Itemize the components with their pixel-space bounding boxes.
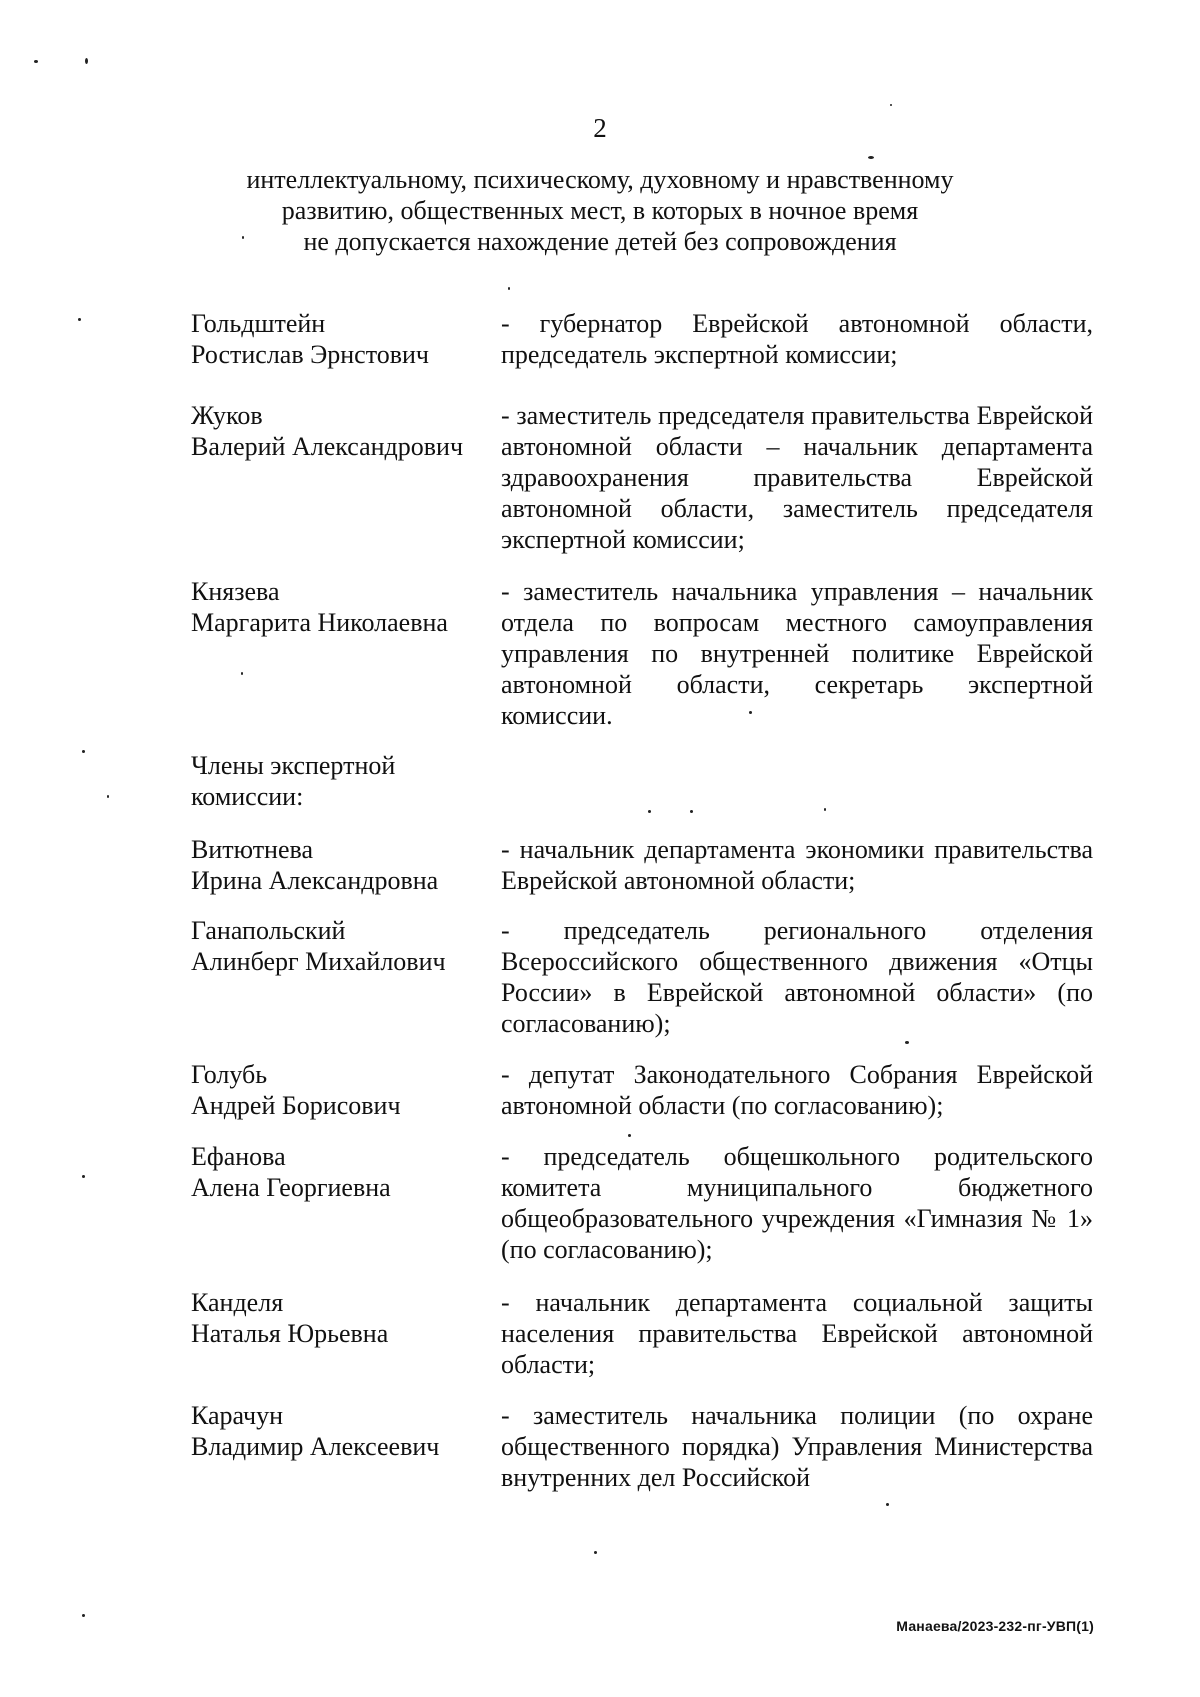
- member-role: - председатель общешкольного родительского комитета муниципального бюджетного общеобразовательного учреждения «Гимназия № 1» (по согласованию);: [501, 1142, 1093, 1264]
- member-role: - губернатор Еврейской автономной области, председатель экспертной комиссии;: [501, 309, 1093, 369]
- member-given-names: Алена Георгиевна: [191, 1173, 391, 1202]
- member-role: - начальник департамента экономики правительства Еврейской автономной области;: [501, 835, 1093, 895]
- document-code: Манаева/2023-232-пг-УВП(1): [896, 1618, 1094, 1634]
- heading-line-2: развитию, общественных мест, в которых в ночное время: [281, 196, 919, 225]
- member-surname: Карачун: [191, 1401, 284, 1430]
- member-given-names: Валерий Александрович: [191, 432, 464, 461]
- member-surname: Витютнева: [191, 835, 313, 864]
- member-surname: Князева: [191, 577, 280, 606]
- members-section-label: [191, 750, 491, 812]
- member-surname: Голубь: [191, 1060, 268, 1089]
- member-name: [191, 400, 481, 462]
- member-name: [191, 1287, 481, 1349]
- members-label-line-2: комиссии:: [191, 782, 304, 811]
- member-name: [191, 1059, 481, 1121]
- member-given-names: Ростислав Эрнстович: [191, 340, 430, 369]
- member-name: [191, 1141, 481, 1203]
- members-label-line-1: Члены экспертной: [191, 751, 396, 780]
- member-role: - заместитель начальника полиции (по охране общественного порядка) Управления Министерства внутренних дел Российской: [501, 1401, 1093, 1492]
- member-given-names: Алинберг Михайлович: [191, 947, 446, 976]
- member-name: [191, 1400, 481, 1462]
- member-role: - начальник департамента социальной защиты населения правительства Еврейской автономной области;: [501, 1288, 1093, 1379]
- member-given-names: Андрей Борисович: [191, 1091, 401, 1120]
- member-surname: Ефанова: [191, 1142, 286, 1171]
- member-given-names: Маргарита Николаевна: [191, 608, 448, 637]
- heading-line-1: интеллектуальному, психическому, духовному и нравственному: [246, 165, 954, 194]
- member-given-names: Ирина Александровна: [191, 866, 439, 895]
- page-number: 2: [593, 113, 607, 143]
- member-name: [191, 915, 481, 977]
- member-surname: Жуков: [191, 401, 263, 430]
- member-name: [191, 576, 481, 638]
- member-surname: Ганапольский: [191, 916, 346, 945]
- heading-line-3: не допускается нахождение детей без сопровождения: [303, 227, 897, 256]
- member-role: - заместитель начальника управления – начальник отдела по вопросам местного самоуправления управления по внутренней политике Еврейской автономной области, секретарь экспертной комиссии.: [501, 577, 1093, 730]
- member-given-names: Наталья Юрьевна: [191, 1319, 389, 1348]
- member-surname: Канделя: [191, 1288, 284, 1317]
- member-given-names: Владимир Алексеевич: [191, 1432, 440, 1461]
- member-role: - заместитель председателя правительства Еврейской автономной области – начальник департамента здравоохранения правительства Еврейской автономной области, заместитель председателя экспертной комиссии;: [501, 401, 1093, 554]
- document-heading: [240, 164, 960, 257]
- member-role: - председатель регионального отделения Всероссийского общественного движения «Отцы России» в Еврейской автономной области» (по согласованию);: [501, 916, 1093, 1038]
- member-name: [191, 308, 481, 370]
- member-surname: Гольдштейн: [191, 309, 326, 338]
- member-name: [191, 834, 481, 896]
- member-role: - депутат Законодательного Собрания Еврейской автономной области (по согласованию);: [501, 1060, 1093, 1120]
